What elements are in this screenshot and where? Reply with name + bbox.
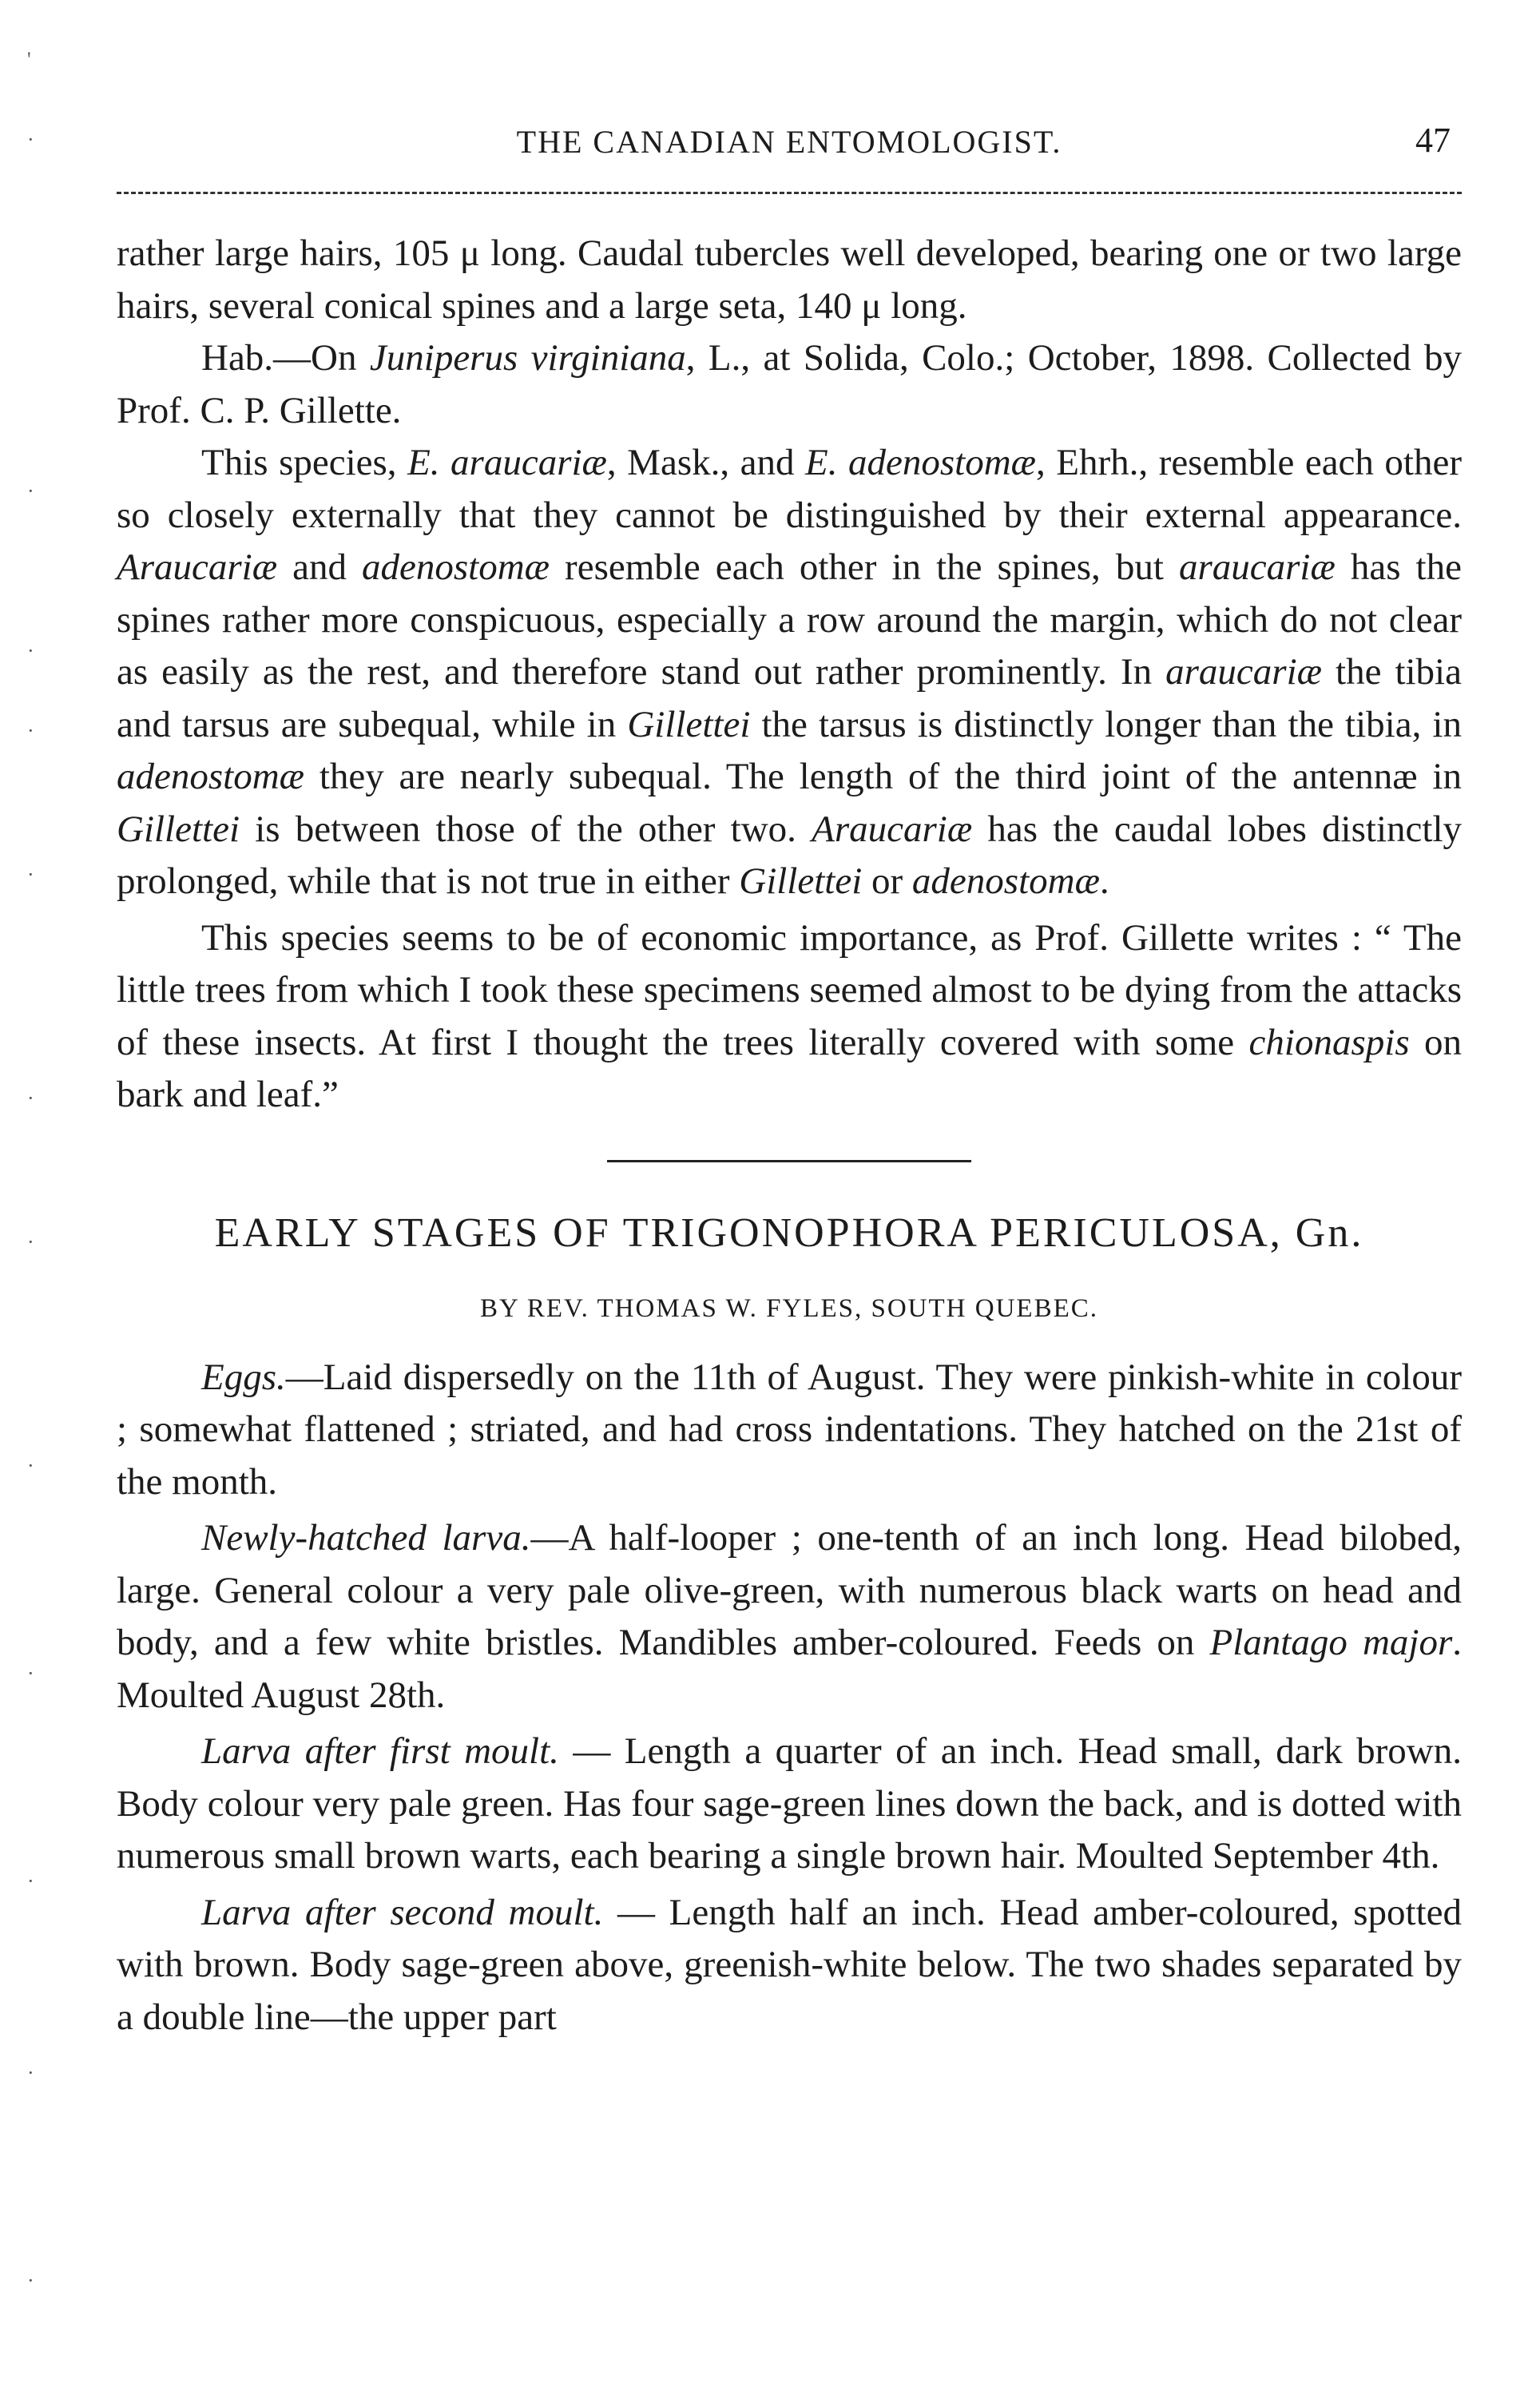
section-separator (607, 1160, 971, 1162)
text-run: they are nearly subequal. The length of the third joint of the antennæ in (304, 756, 1462, 797)
species-name: E. araucariæ (407, 442, 607, 483)
species-name: araucariæ (1165, 651, 1322, 693)
paragraph-second-moult (117, 1887, 1462, 2044)
species-name: Juniperus virginiana (369, 337, 686, 379)
paragraph-eggs (117, 1352, 1462, 1509)
text-run: . Moulted August 28th. (117, 1622, 1462, 1716)
habitat-rest: , L., at Solida, Colo.; October, 1898. Collected by Prof. C. P. Gillette. (117, 337, 1462, 431)
stage-heading: Newly-hatched larva. (201, 1517, 531, 1559)
text-run: , Mask., and (606, 442, 806, 483)
text-run: resemble each other in the spines, but (550, 546, 1179, 588)
article-byline: BY REV. THOMAS W. FYLES, SOUTH QUEBEC. (480, 1294, 1098, 1323)
paragraph-continuation (117, 228, 1462, 332)
page-header (117, 120, 1462, 168)
species-name: E. adenostomæ (805, 442, 1037, 483)
article-title: EARLY STAGES OF TRIGONOPHORA PERICULOSA, Gn. (214, 1209, 1364, 1256)
text-run: —A half-looper ; one-tenth of an inch long. Head bilobed, large. General colour a very pale olive-green, with numerous black warts on head and body, and a few white bristles. Mandibles amber-coloured. Feeds on (117, 1517, 1462, 1663)
running-head: THE CANADIAN ENTOMOLOGIST. (516, 124, 1062, 160)
stage-heading: Eggs. (201, 1356, 286, 1398)
page-body (117, 228, 1462, 2044)
text-run: This species seems to be of economic importance, as Prof. Gillette writes : “ The little trees from which I took these specimens seemed almost to be dying from the attacks of these insects. At first I thought the trees literally covered with some (117, 916, 1462, 1063)
species-name: Araucariæ (812, 808, 973, 850)
paragraph-habitat (117, 332, 1462, 437)
text-run: the tarsus is distinctly longer than the tibia, in (750, 703, 1462, 745)
habitat-lead: Hab.—On (201, 337, 370, 379)
continuation-text: rather large hairs, 105 μ long. Caudal tubercles well developed, bearing one or two large hairs, several conical spines and a large seta, 140 μ long. (117, 232, 1462, 327)
page-number: 47 (1415, 121, 1451, 160)
paragraph-first-moult (117, 1726, 1462, 1883)
species-name: Gillettei (627, 703, 751, 745)
text-run: is between those of the other two. (240, 808, 812, 850)
text-run: — Length half an inch. Head amber-coloured, spotted with brown. Body sage-green above, greenish-white below. The two shades separated by a double line—the upper part (117, 1891, 1462, 2038)
paragraph-economic (117, 912, 1462, 1122)
species-name: Gillettei (739, 860, 863, 902)
species-name: chionaspis (1248, 1021, 1410, 1063)
text-run: has the caudal lobes distinctly prolonged, while that is not true in either (117, 808, 1463, 902)
paragraph-comparison (117, 437, 1462, 908)
text-run: or (862, 860, 912, 902)
paragraph-newly-hatched (117, 1512, 1462, 1722)
species-name: adenostomæ (362, 546, 550, 588)
margin-scan-marks: ' · · · · · · · · · · · · (27, 48, 34, 2292)
header-rule (117, 192, 1462, 194)
text-run: . (1099, 860, 1109, 902)
text-run: and (277, 546, 363, 588)
stage-heading: Larva after second moult. (201, 1891, 604, 1933)
text-run: on bark and leaf.” (117, 1021, 1462, 1115)
stage-heading: Larva after first moult. (201, 1730, 559, 1772)
text-run: has the spines rather more conspicuous, especially a row around the margin, which do not clear as easily as the rest, and therefore stand out rather prominently. In (117, 546, 1462, 693)
species-name: Gillettei (117, 808, 240, 850)
text-run: This species, (201, 442, 408, 483)
text-run: the tibia and tarsus are subequal, while in (117, 651, 1462, 745)
text-run: —Laid dispersedly on the 11th of August. They were pinkish-white in colour ; somewhat flattened ; striated, and had cross indentations. They hatched on the 21st of the month. (117, 1356, 1462, 1503)
species-name: Plantago major (1209, 1622, 1453, 1663)
species-name: adenostomæ (117, 756, 304, 797)
text-run: — Length a quarter of an inch. Head small, dark brown. Body colour very pale green. Has four sage-green lines down the back, and is dotted with numerous small brown warts, each bearing a single brown hair. Moulted September 4th. (117, 1730, 1462, 1877)
species-name: adenostomæ (911, 860, 1100, 902)
text-run: , Ehrh., resemble each other so closely externally that they cannot be distinguished by their external appearance. (117, 442, 1462, 536)
species-name: Araucariæ (117, 546, 278, 588)
species-name: araucariæ (1178, 546, 1336, 588)
